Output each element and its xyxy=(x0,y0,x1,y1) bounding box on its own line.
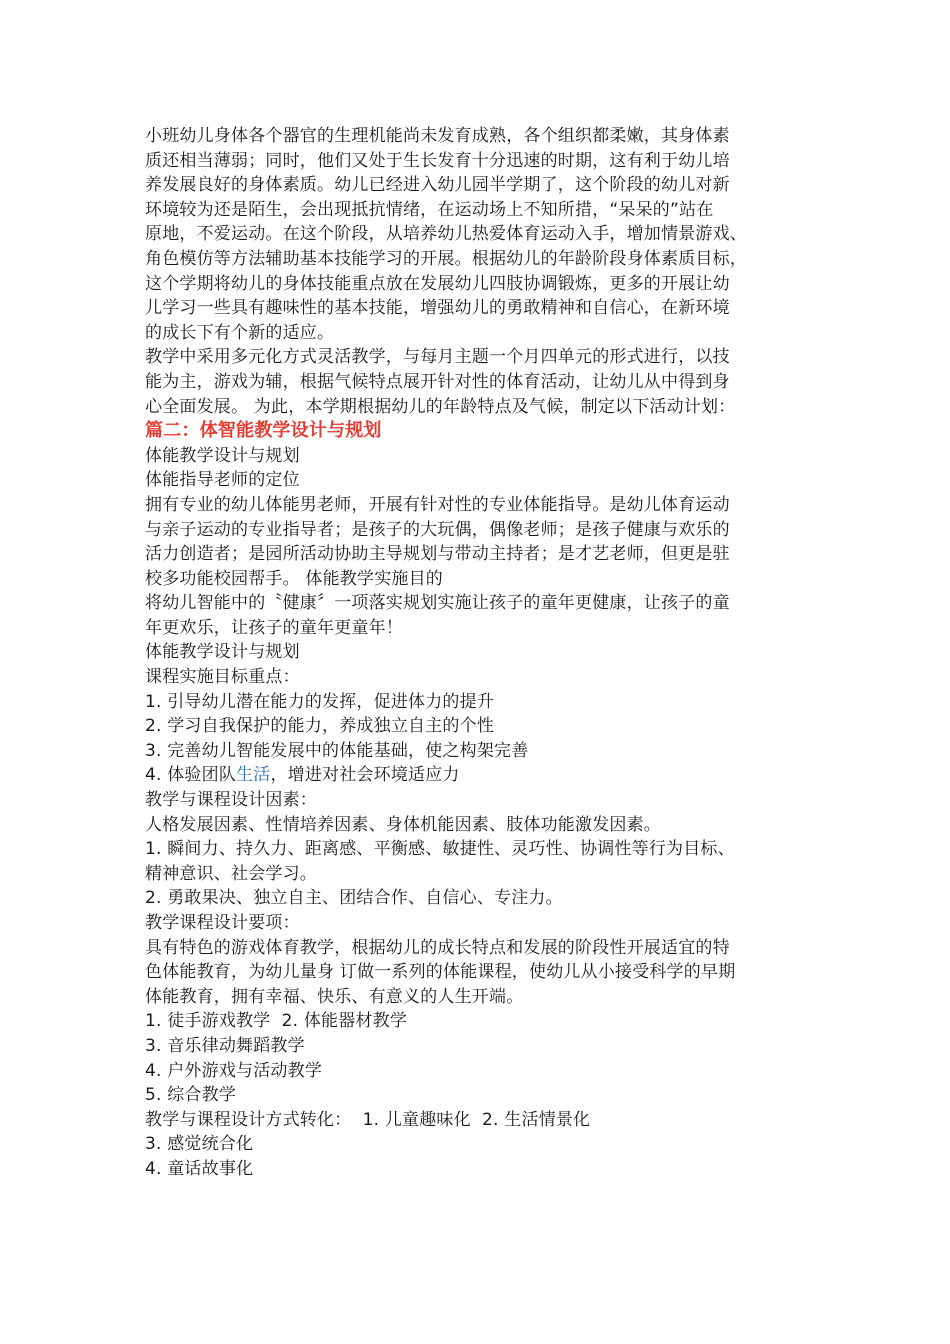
life-link[interactable]: 生活 xyxy=(236,765,271,786)
text-line: 体能指导老师的定位 xyxy=(145,470,300,491)
section-heading: 篇二：体智能教学设计与规划 xyxy=(145,420,382,442)
text-line: 拥有专业的幼儿体能男老师，开展有针对性的专业体能指导。是幼儿体育运动 xyxy=(145,494,730,515)
list-item: 2. 勇敢果决、独立自主、团结合作、自信心、专注力。 xyxy=(145,888,563,909)
text-line: 这个学期将幼儿的身体技能重点放在发展幼儿四肢协调锻炼，更多的开展让幼 xyxy=(145,273,730,294)
list-item: 1. 瞬间力、持久力、距离感、平衡感、敏捷性、灵巧性、协调性等行为目标、 xyxy=(145,839,735,860)
list-item: 4. 户外游戏与活动教学 xyxy=(145,1060,323,1081)
text-line: 质还相当薄弱；同时，他们又处于生长发育十分迅速的时期，这有利于幼儿培 xyxy=(145,150,730,171)
text-line: 心全面发展。 为此，本学期根据幼儿的年龄特点及气候，制定以下活动计划： xyxy=(145,396,736,417)
text-line: 的成长下有个新的适应。 xyxy=(145,322,335,343)
text-line: 色体能教育，为幼儿量身 订做一系列的体能课程，使幼儿从小接受科学的早期 xyxy=(145,962,736,983)
text-line: 养发展良好的身体素质。幼儿已经进入幼儿园半学期了，这个阶段的幼儿对新 xyxy=(145,175,730,196)
text-line: 具有特色的游戏体育教学，根据幼儿的成长特点和发展的阶段性开展适宜的特 xyxy=(145,937,730,958)
list-item: 2. 学习自我保护的能力，养成独立自主的个性 xyxy=(145,716,495,737)
text-line: 精神意识、社会学习。 xyxy=(145,863,317,884)
list-item: 4. 童话故事化 xyxy=(145,1158,254,1179)
document-page xyxy=(145,124,805,1182)
text-line: 年更欢乐，让孩子的童年更童年！ xyxy=(145,617,403,638)
list-item: 3. 感觉统合化 xyxy=(145,1134,254,1155)
text-line: 校多功能校园帮手。 体能教学实施目的 xyxy=(145,568,444,589)
text-line: 小班幼儿身体各个器官的生理机能尚未发育成熟，各个组织都柔嫩，其身体素 xyxy=(145,126,730,146)
text-line: 课程实施目标重点： xyxy=(145,667,300,688)
text-line: 能为主，游戏为辅，根据气候特点展开针对性的体育活动，让幼儿从中得到身 xyxy=(145,371,730,392)
text-line: 环境较为还是陌生，会出现抵抗情绪，在运动场上不知所措，“呆呆的”站在 xyxy=(145,199,714,220)
text-line: 活力创造者；是园所活动协助主导规划与带动主持者；是才艺老师，但更是驻 xyxy=(145,544,730,565)
text-line: 体能教育，拥有幸福、快乐、有意义的人生开端。 xyxy=(145,986,524,1007)
text-line: 将幼儿智能中的〝健康〞一项落实规划实施让孩子的童年更健康，让孩子的童 xyxy=(145,593,730,614)
list-item xyxy=(145,763,805,788)
text-line: 儿学习一些具有趣味性的基本技能，增强幼儿的勇敢精神和自信心，在新环境 xyxy=(145,298,730,319)
text-line: 与亲子运动的专业指导者；是孩子的大玩偶，偶像老师；是孩子健康与欢乐的 xyxy=(145,519,730,540)
list-item: 3. 音乐律动舞蹈教学 xyxy=(145,1035,305,1056)
intro-paragraph xyxy=(145,124,805,419)
list-item: 3. 完善幼儿智能发展中的体能基础，使之构架完善 xyxy=(145,740,529,761)
list-item: 5. 综合教学 xyxy=(145,1085,237,1106)
text-line: 人格发展因素、性情培养因素、身体机能因素、肢体功能激发因素。 xyxy=(145,814,661,835)
list-item: 1. 徒手游戏教学 2. 体能器材教学 xyxy=(145,1011,408,1032)
list-item-text: ，增进对社会环境适应力 xyxy=(270,765,460,786)
text-line: 教学中采用多元化方式灵活教学，与每月主题一个月四单元的形式进行，以技 xyxy=(145,347,730,368)
text-line: 体能教学设计与规划 xyxy=(145,642,300,663)
text-line: 原地，不爱运动。在这个阶段，从培养幼儿热爱体育运动入手，增加情景游戏、 xyxy=(145,224,747,245)
text-line: 教学课程设计要项： xyxy=(145,913,300,933)
list-item-text: 4. 体验团队 xyxy=(145,765,237,786)
text-line: 体能教学设计与规划 xyxy=(145,445,300,466)
list-item: 1. 引导幼儿潜在能力的发挥，促进体力的提升 xyxy=(145,691,495,712)
text-line: 教学与课程设计方式转化： 1. 儿童趣味化 2. 生活情景化 xyxy=(145,1109,591,1130)
text-line: 教学与课程设计因素： xyxy=(145,790,317,811)
body-section xyxy=(145,444,805,1182)
text-line: 角色模仿等方法辅助基本技能学习的开展。根据幼儿的年龄阶段身体素质目标， xyxy=(145,248,747,269)
